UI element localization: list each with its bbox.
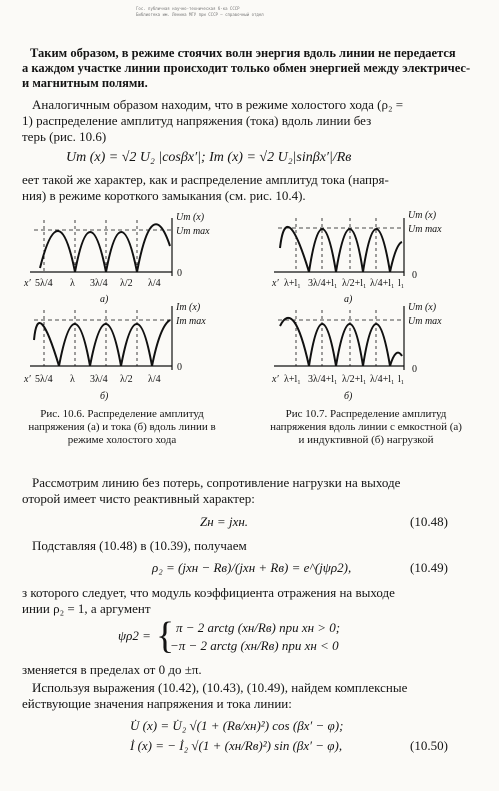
fig106b-curve [34, 320, 170, 366]
fig106a-tick-l2: λ/2 [120, 278, 133, 289]
para1-line3: и магнитным полями. [22, 76, 148, 90]
para8-line2: ействующие значения напряжения и тока линии: [22, 696, 292, 711]
fig107a-y-label: Um (x) [408, 210, 437, 221]
fig107-caption: Рис 10.7. Распределение амплитуд напряжения вдоль линии с емкостной (а) и индуктивной (б) нагрузкой [270, 408, 462, 446]
equation-10-50-current: İ (x) = − İ₂ √(1 + (xн/Rв)²) sin (βx′ − φ), [130, 738, 343, 753]
fig106a-tick-3l4: 3λ/4 [90, 278, 108, 289]
fig107b-tick-1: λ+l₁ [284, 374, 301, 385]
equation-10-49: ρ₂ = (jxн − Rв)/(jxн + Rв) = e^(jψρ2), [152, 560, 352, 575]
para8-line1: Используя выражения (10.42), (10.43), (10.49), найдем комплексные [32, 680, 408, 695]
equation-psi-lhs: ψρ2 = [118, 628, 151, 643]
para1-line2: а каждом участке линии происходит только обмен энергией между электричес- [22, 61, 471, 75]
fig106b-tick-3l4: 3λ/4 [90, 374, 108, 385]
fig106b-zero: 0 [177, 362, 182, 373]
fig106b-tick-x: x′ [24, 374, 31, 385]
fig106a-tick-l4: λ/4 [148, 278, 161, 289]
fig106b-tick-l2: λ/2 [120, 374, 133, 385]
equation-10-49-number: (10.49) [410, 560, 448, 575]
fig107a-sub: а) [344, 294, 353, 305]
para6-line1: з которого следует, что модуль коэффициента отражения на выходе [22, 585, 395, 600]
fig107a-plot [271, 210, 442, 305]
fig107b-zero: 0 [412, 364, 417, 375]
fig107a-tick-2: 3λ/4+l₁ [308, 278, 338, 289]
para4-line2: оторой имеет чисто реактивный характер: [22, 491, 255, 506]
equation-psi-case1: π − 2 arctg (xн/Rв) при xн > 0; [176, 620, 341, 635]
fig106b-y-label: Im (x) [176, 302, 201, 313]
fig106b-tick-5l4: 5λ/4 [35, 374, 53, 385]
fig107b-tick-5: l₁ [398, 374, 405, 385]
fig106b-plot [23, 302, 206, 402]
fig107a-tick-x: x′ [272, 278, 279, 289]
para1-line1: Таким образом, в режиме стоячих волн энергия вдоль линии не передается [30, 46, 456, 60]
library-stamp-line-1: Гос. публичная научно-техническая б-ка СССР [136, 6, 240, 11]
fig107a-max-label: Um max [408, 224, 442, 235]
fig107b-tick-3: λ/2+l₁ [342, 374, 367, 385]
fig106a-zero: 0 [177, 268, 182, 279]
para4-line1: Рассмотрим линию без потерь, сопротивление нагрузки на выходе [32, 475, 401, 490]
fig106a-tick-5l4: 5λ/4 [35, 278, 53, 289]
fig106-caption: Рис. 10.6. Распределение амплитуд напряжения (а) и тока (б) вдоль линии в режиме холостого хода [28, 408, 216, 446]
fig107a-zero: 0 [412, 270, 417, 281]
figure-10-6 [20, 206, 250, 406]
para2-line2: 1) распределение амплитуд напряжения (тока) вдоль линии без [22, 113, 372, 128]
fig107b-tick-x: x′ [272, 374, 279, 385]
fig106a-max-label: Um max [176, 226, 210, 237]
fig107b-y-label: Um (x) [408, 302, 437, 313]
equation-psi-case2: −π − 2 arctg (xн/Rв) при xн < 0 [170, 638, 339, 653]
figure-10-7 [264, 206, 494, 406]
para7: зменяется в пределах от 0 до ±π. [22, 662, 202, 677]
fig107b-tick-2: 3λ/4+l₁ [308, 374, 338, 385]
equation-10-50-number: (10.50) [410, 738, 448, 753]
fig106b-max-label: Im max [176, 316, 206, 327]
fig106a-y-label: Um (x) [176, 212, 205, 223]
fig107a-tick-4: λ/4+l₁ [370, 278, 395, 289]
fig106a-plot [23, 212, 210, 305]
fig107a-tick-5: l₁ [398, 278, 405, 289]
fig107b-max-label: Um max [408, 316, 442, 327]
fig106a-curve [40, 224, 170, 272]
equation-psi-brace: { [156, 615, 175, 657]
fig106a-sub: а) [100, 294, 109, 305]
fig106b-tick-l4: λ/4 [148, 374, 161, 385]
para6-line2: инии ρ₂ = 1, а аргумент [22, 601, 151, 616]
fig107b-tick-4: λ/4+l₁ [370, 374, 395, 385]
fig106a-tick-x: x′ [24, 278, 31, 289]
equation-10-50-voltage: U̇ (x) = U̇₂ √(1 + (Rв/xн)²) cos (βx′ − φ); [130, 718, 344, 733]
fig107b-plot [271, 302, 442, 402]
fig106b-tick-l: λ [70, 374, 75, 385]
fig106a-tick-l: λ [70, 278, 75, 289]
equation-open-circuit: Um (x) = √2 U₂ |cosβx′|; Im (x) = √2 U₂|sinβx′|/Rв [66, 150, 352, 165]
fig107a-tick-3: λ/2+l₁ [342, 278, 367, 289]
para3-line2: ния) в режиме короткого замыкания (см. рис. 10.4). [22, 188, 306, 203]
para5: Подставляя (10.48) в (10.39), получаем [32, 538, 247, 553]
equation-10-48: Zн = jxн. [200, 514, 249, 529]
fig107b-curve [280, 318, 402, 366]
library-stamp-line-2: Библиотека им. Ленина МГУ при СССР — справочный отдел [136, 12, 264, 17]
fig106b-sub: б) [100, 391, 109, 402]
para2-line1: Аналогичным образом находим, что в режиме холостого хода (ρ₂ = [32, 97, 404, 112]
fig107b-sub: б) [344, 391, 353, 402]
fig107a-curve [280, 227, 402, 272]
equation-10-48-number: (10.48) [410, 514, 448, 529]
para2-line3: терь (рис. 10.6) [22, 129, 107, 144]
fig107a-tick-1: λ+l₁ [284, 278, 301, 289]
para3-line1: еет такой же характер, как и распределение амплитуд тока (напря- [22, 172, 389, 187]
